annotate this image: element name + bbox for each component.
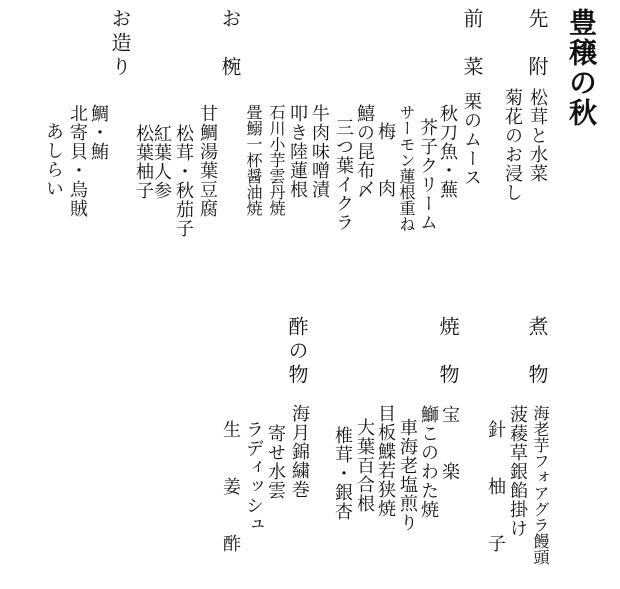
zensai-item-4: サーモン蓮根重ね [397,104,416,232]
otsukuri-item-3: あしらい [43,122,64,198]
zensai-item-7: 三つ葉イクラ [333,118,354,232]
sakizuke-heading: 先 附 [525,8,549,80]
otsukuri-item-2: 北寄貝・烏賊 [67,104,88,218]
sunomono-item-3: ラディッシュ [243,420,264,534]
yakimono-item-5: 大葉百合根 [354,418,375,513]
menu-title: 豊穣の秋 [565,8,598,128]
sakizuke-item-1: 松茸と水菜 [527,88,548,183]
yakimono-item-1: 宝 楽 [439,405,460,481]
nimono-item-1: 海老芋フォアグラ饅頭 [531,405,550,565]
nimono-item-2: 菠薐草銀餡掛け [507,405,528,538]
yakimono-item-4: 目板鰈若狭焼 [375,404,396,518]
zensai-item-3: 芥子クリーム [417,118,438,232]
nimono-heading: 煮 物 [525,316,549,388]
owan-item-2: 松茸・秋茄子 [173,124,194,238]
otsukuri-heading: お造り [108,8,132,80]
zensai-item-6: 鱚の昆布〆 [354,104,375,199]
sakizuke-item-2: 菊花のお浸し [502,88,523,202]
zensai-item-11: 畳鰯一杯醤油焼 [244,104,263,216]
sunomono-item-4: 生 姜 酢 [220,420,241,553]
sunomono-heading: 酢の物 [285,316,309,388]
yakimono-item-3: 車海老塩煎り [397,418,418,532]
yakimono-item-6: 椎茸・銀杏 [332,426,353,521]
yakimono-item-2: 鰤このわた焼 [418,405,439,519]
zensai-item-1: 栗のムース [461,92,482,187]
sunomono-item-2: 寄せ水雲 [265,424,286,500]
yakimono-heading: 焼 物 [436,316,460,388]
owan-heading: お 椀 [218,8,242,80]
zensai-item-5: 梅 肉 [375,122,396,198]
owan-item-1: 甘鯛湯葉豆腐 [197,104,218,218]
owan-item-4: 松葉柚子 [133,124,154,200]
otsukuri-item-1: 鯛・鮪 [88,104,109,161]
zensai-heading: 前 菜 [460,8,484,80]
zensai-item-2: 秋刀魚・蕪 [437,104,458,199]
zensai-item-10: 石川小芋雲丹焼 [267,104,286,216]
zensai-item-8: 牛肉味噌漬 [309,104,330,199]
owan-item-3: 紅葉人参 [151,124,172,200]
sunomono-item-1: 海月錦繍巻 [289,404,310,499]
zensai-item-9: 叩き陸蓮根 [287,104,308,199]
nimono-item-3: 針 柚 子 [485,420,506,553]
